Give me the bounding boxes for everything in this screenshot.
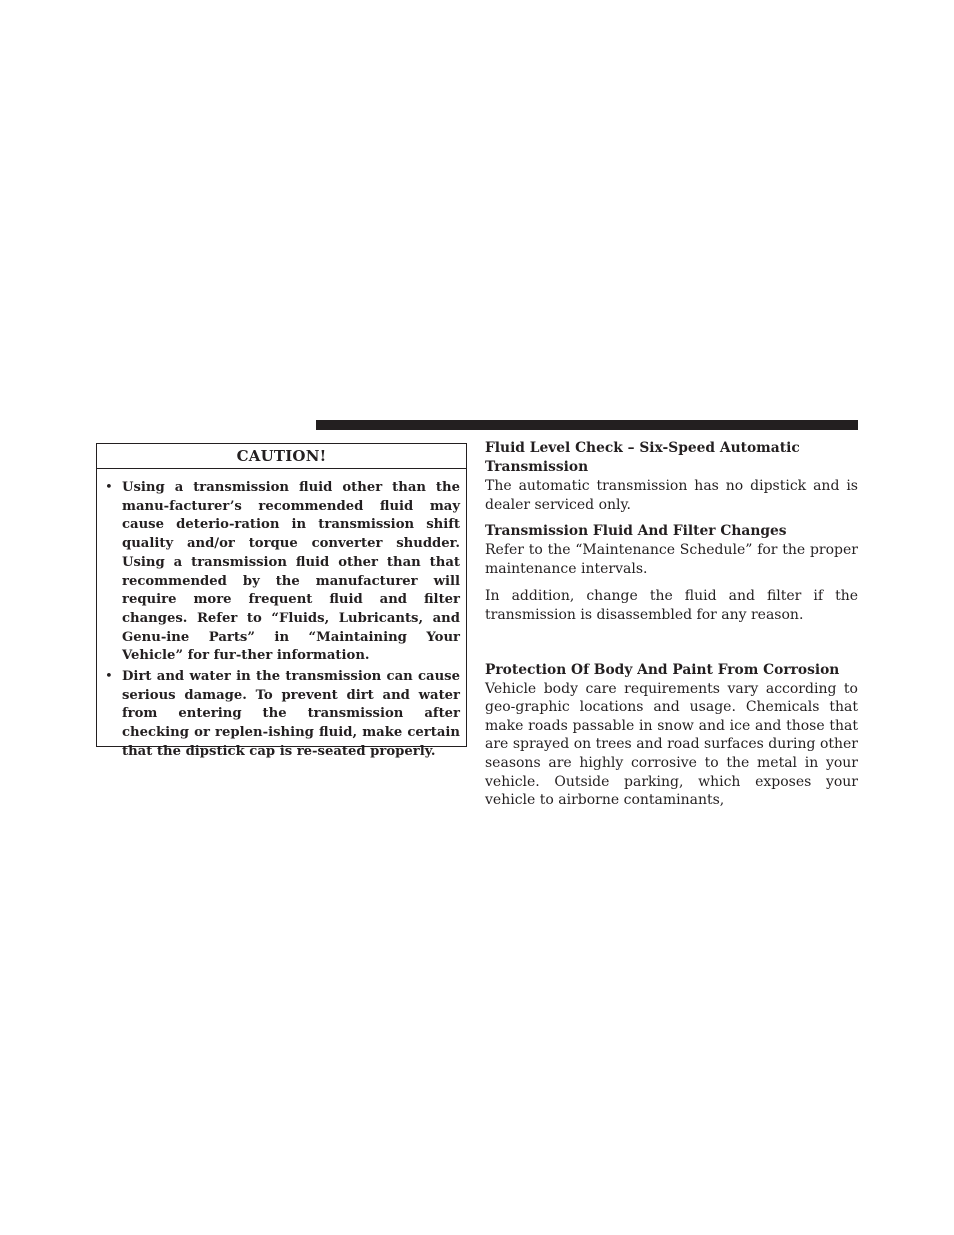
caution-item-text: Dirt and water in the transmission can cause serious damage. To prevent dirt and water from entering the transmission after checking or replen-ishing fluid, make certain that the dipstick cap is re-seated properly. <box>122 669 460 759</box>
heading-fluid-filter-changes: Transmission Fluid And Filter Changes <box>485 523 787 540</box>
heading-corrosion-protection: Protection Of Body And Paint From Corrosion <box>485 661 840 678</box>
paragraph: In addition, change the fluid and filter if the transmission is disassembled for any reason. <box>485 588 858 623</box>
paragraph: Refer to the “Maintenance Schedule” for the proper maintenance intervals. <box>485 542 858 577</box>
caution-item <box>105 668 460 762</box>
caution-title: CAUTION! <box>97 444 466 469</box>
right-column <box>485 439 858 810</box>
paragraph: The automatic transmission has no dipstick and is dealer serviced only. <box>485 478 858 513</box>
caution-item-text: Using a transmission fluid other than the manu-facturer’s recommended fluid may cause deterio-ration in transmission shift quality and/or torque converter shudder. Using a transmission fluid other than that recommended by the manufacturer will require more frequent fluid and filter changes. Refer to “Fluids, Lubricants, and Genu-ine Parts” in “Maintaining Your Vehicle” for fur-ther information. <box>122 480 460 664</box>
bullet-icon: • <box>105 480 113 495</box>
caution-list <box>97 469 466 762</box>
paragraph: Vehicle body care requirements vary according to geo-graphic locations and usage. Chemicals that make roads passable in snow and ice and those that are sprayed on trees and road surfaces during other seasons are highly corrosive to the metal in your vehicle. Outside parking, which exposes your vehicle to airborne contaminants, <box>485 680 858 809</box>
heading-fluid-level-check: Fluid Level Check – Six-Speed Automatic Transmission <box>485 440 800 475</box>
bullet-icon: • <box>105 669 113 685</box>
section-header-rule <box>316 420 858 430</box>
caution-box <box>96 443 467 759</box>
caution-item <box>105 479 460 666</box>
